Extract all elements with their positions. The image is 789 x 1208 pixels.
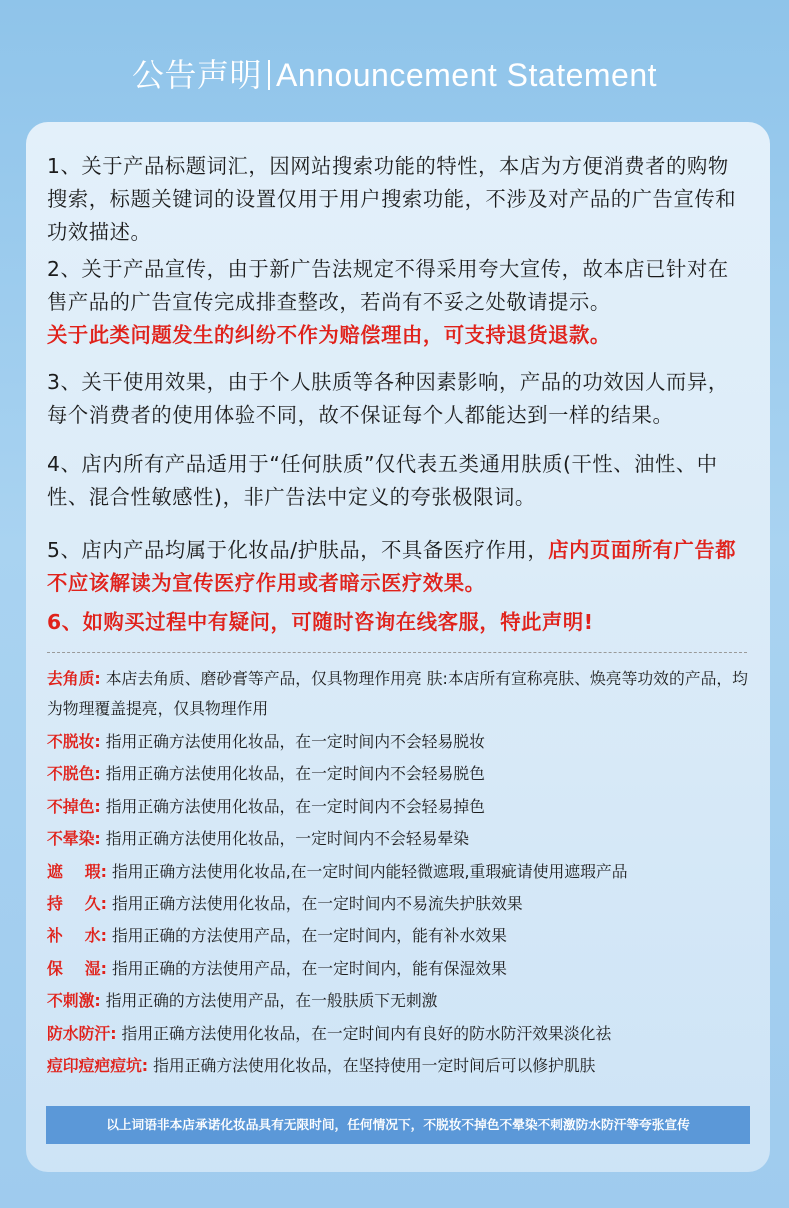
page-title — [0, 50, 789, 96]
term-item: 不掉色: 指用正确方法使用化妆品，在一定时间内不会轻易掉色 — [47, 796, 485, 816]
footer-banner — [46, 1106, 750, 1144]
paragraph-5-text: 5、店内产品均属于化妆品/护肤品，不具备医疗作用， — [47, 538, 549, 562]
paragraph-6 — [47, 606, 747, 639]
term-item: 遮 瑕: 指用正确方法使用化妆品,在一定时间内能轻微遮瑕,重瑕疵请使用遮瑕产品 — [47, 861, 628, 881]
paragraph-3-text: 3、关干使用效果，由于个人肤质等各种因素影响，产品的功效因人而异，每个消费者的使用体验不同，故不保证每个人都能达到一样的结果。 — [47, 370, 729, 427]
title-cn: 公告声明 — [131, 57, 262, 93]
paragraph-4-text: 4、店内所有产品适用于“任何肤质”仅代表五类通用肤质(干性、油性、中性、混合性敏感性)，非广告法中定义的夸张极限词。 — [47, 452, 718, 509]
term-item: 去角质: 本店去角质、磨砂膏等产品，仅具物理作用亮 肤:本店所有宣称亮肤、焕亮等功效的产品，均为物理覆盖提亮，仅具物理作用 — [47, 669, 748, 718]
paragraph-3 — [47, 366, 747, 432]
paragraph-5-highlight: 店内页面所有广告都不应该解读为宣传医疗作用或者暗示医疗效果。 — [47, 538, 737, 595]
paragraph-1-text: 1、关于产品标题词汇，因网站搜索功能的特性，本店为方便消费者的购物搜索，标题关键词的设置仅用于用户搜索功能，不涉及对产品的广告宣传和功效描述。 — [47, 154, 737, 244]
announcement-card — [26, 122, 770, 1172]
term-item: 补 水: 指用正确的方法使用产品，在一定时间内，能有补水效果 — [47, 926, 507, 946]
dashed-divider — [47, 652, 747, 653]
title-en: Announcement Statement — [276, 57, 658, 93]
paragraph-2-highlight: 关于此类问题发生的纠纷不作为赔偿理由，可支持退货退款。 — [47, 323, 611, 347]
term-item: 不刺激: 指用正确的方法使用产品，在一般肤质下无刺激 — [47, 991, 438, 1011]
term-item: 痘印痘疤痘坑: 指用正确方法使用化妆品，在坚持使用一定时间后可以修护肌肤 — [47, 1056, 596, 1076]
paragraph-1 — [47, 150, 747, 249]
term-item: 防水防汗: 指用正确方法使用化妆品，在一定时间内有良好的防水防汗效果淡化祛 — [47, 1023, 612, 1043]
paragraph-4 — [47, 448, 747, 514]
term-item: 不晕染: 指用正确方法使用化妆品，一定时间内不会轻易晕染 — [47, 829, 470, 849]
term-item: 不脱色: 指用正确方法使用化妆品，在一定时间内不会轻易脱色 — [47, 764, 485, 784]
term-item: 持 久: 指用正确方法使用化妆品，在一定时间内不易流失护肤效果 — [47, 894, 523, 914]
title-separator — [268, 60, 270, 90]
footer-text: 以上词语非本店承诺化妆品具有无限时间，任何情况下，不脱妆不掉色不晕染不刺激防水防汗等夸张宣传 — [106, 1117, 690, 1132]
paragraph-2 — [47, 253, 747, 352]
paragraph-5 — [47, 534, 747, 600]
paragraph-2-text: 2、关于产品宣传，由于新广告法规定不得采用夸大宣传，故本店已针对在售产品的广告宣传完成排查整改，若尚有不妥之处敬请提示。 — [47, 257, 729, 314]
paragraph-6-text: 6、如购买过程中有疑问，可随时咨询在线客服，特此声明! — [47, 610, 594, 634]
term-list — [47, 664, 759, 1082]
term-item: 保 湿: 指用正确的方法使用产品，在一定时间内，能有保湿效果 — [47, 958, 507, 978]
term-item: 不脱妆: 指用正确方法使用化妆品，在一定时间内不会轻易脱妆 — [47, 732, 485, 751]
